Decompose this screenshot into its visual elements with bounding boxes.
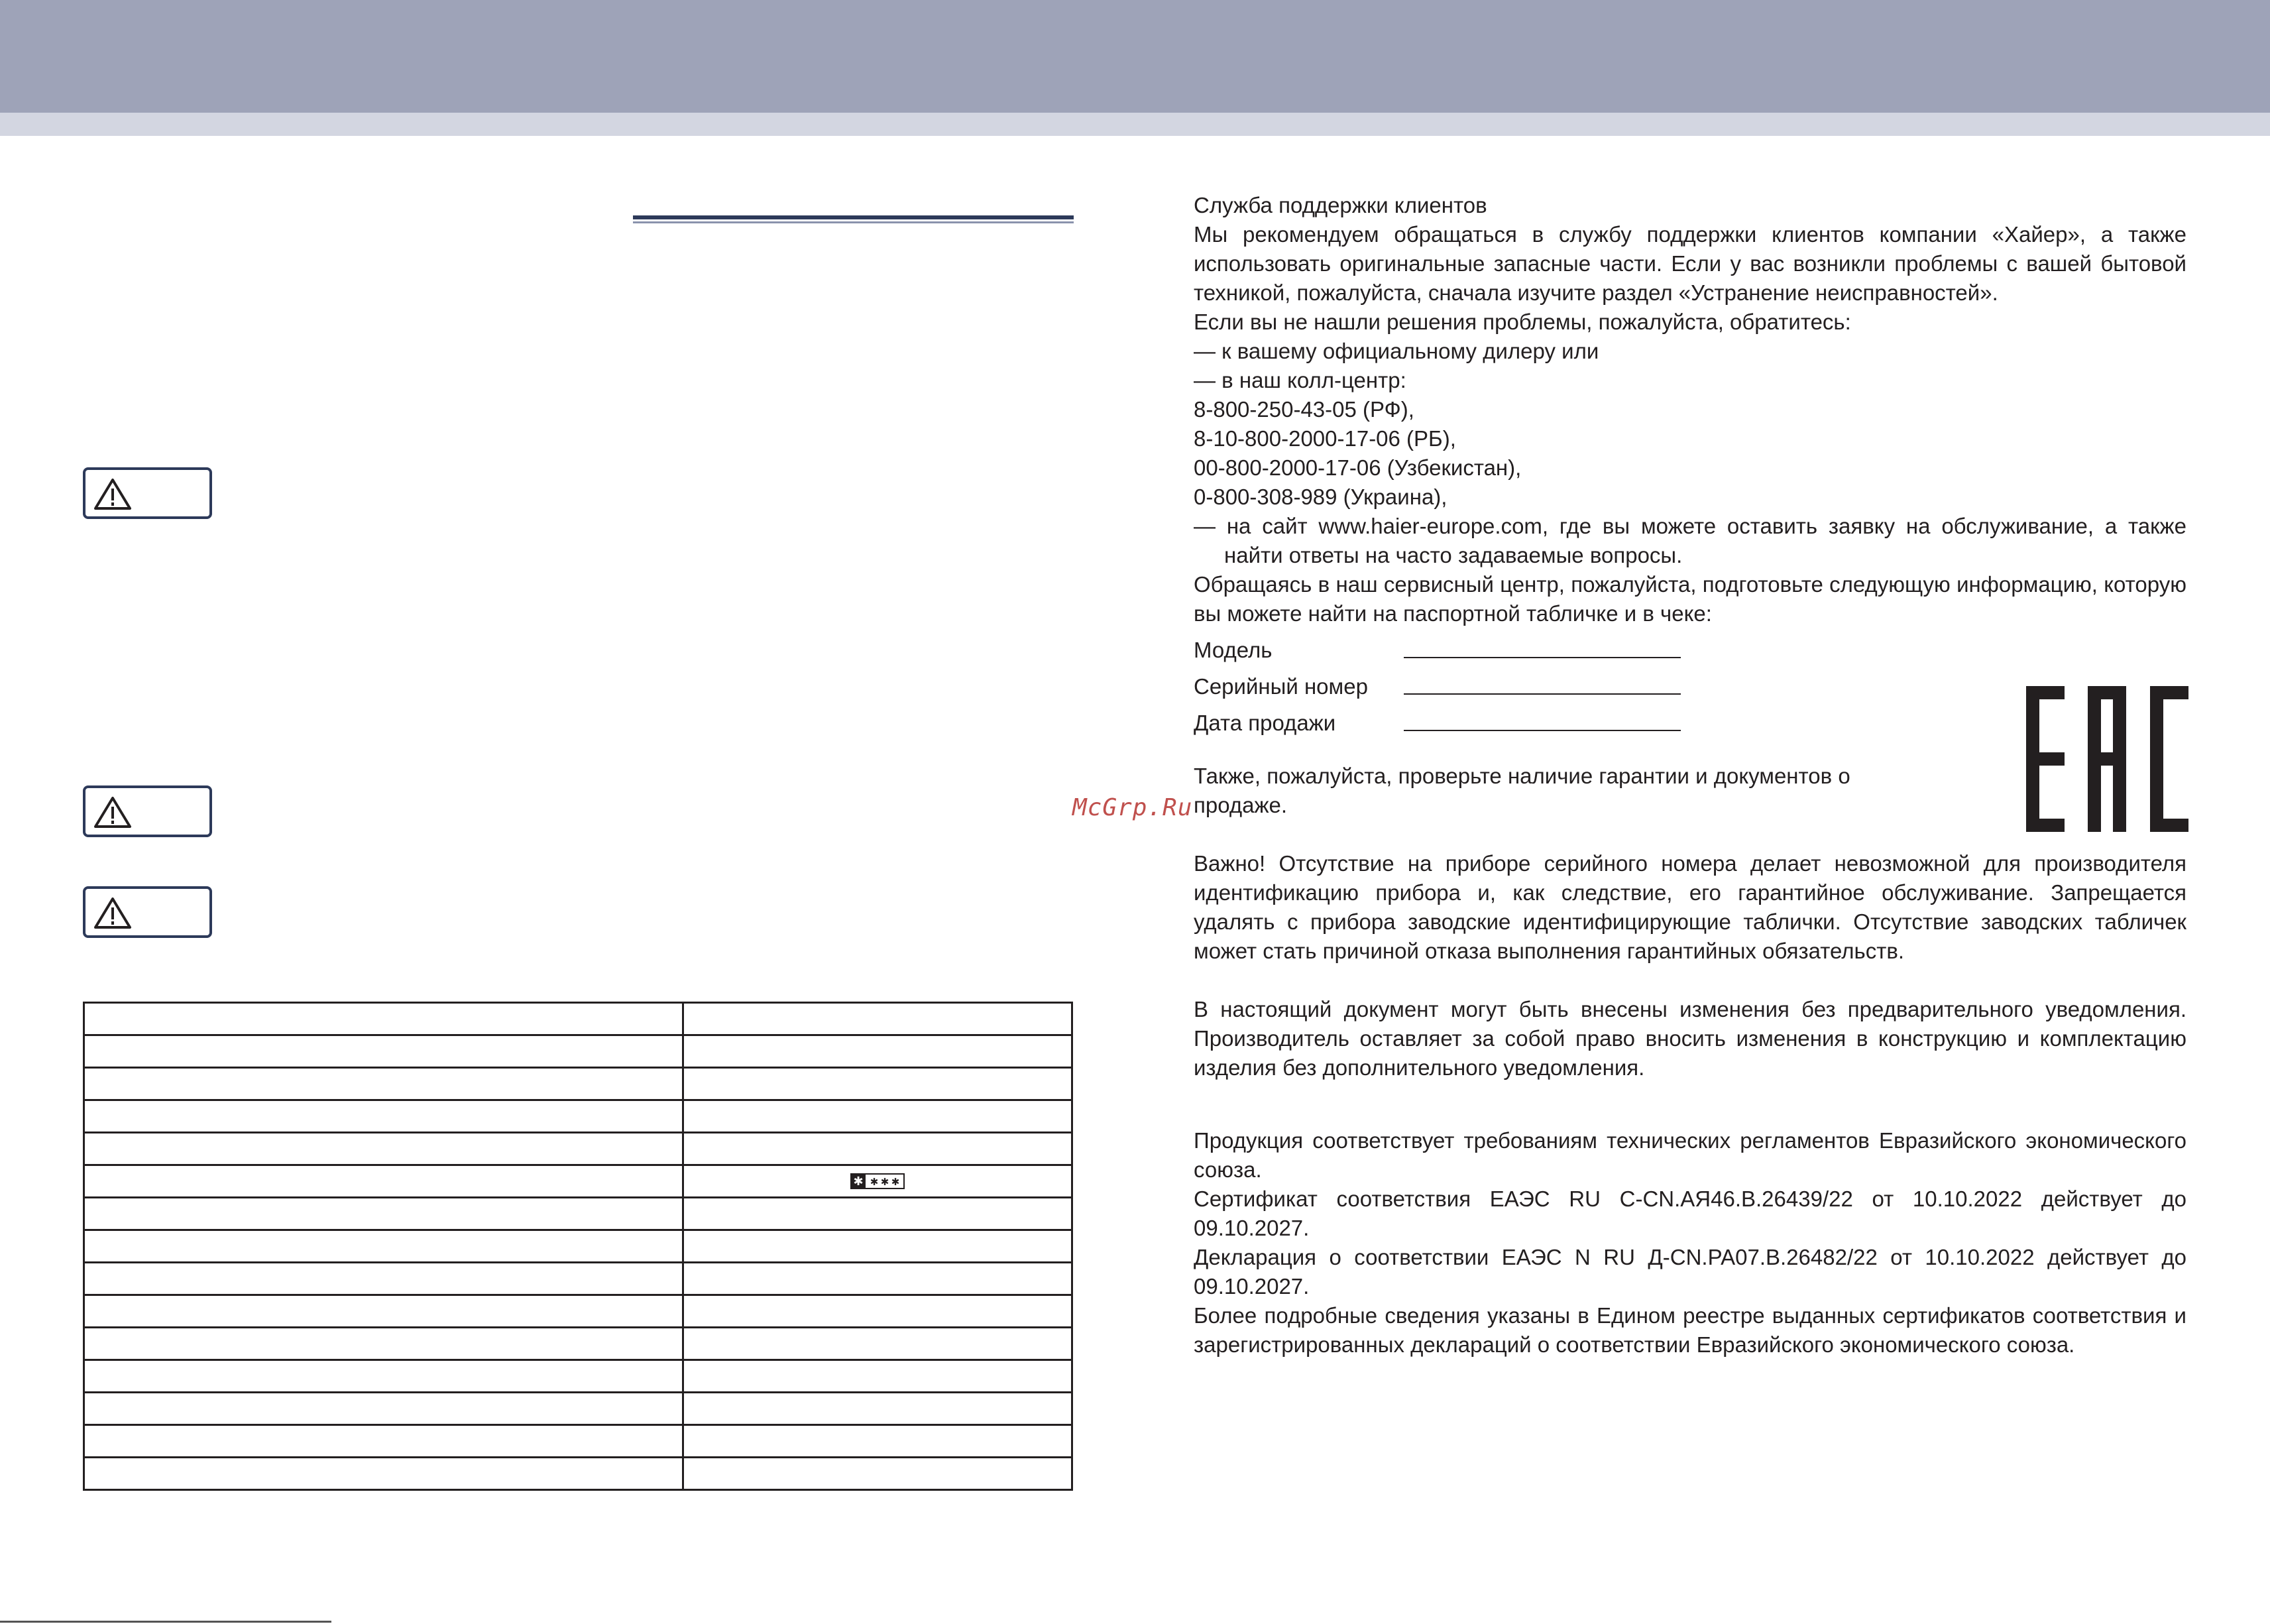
changes-notice: В настоящий документ могут быть внесены изменения без предварительного уведомления. Производитель оставляет за собой право вносить изменения в конструкцию и комплектацию изделия без дополнительного уведомления. <box>1194 997 2186 1080</box>
header-bar <box>0 0 2270 113</box>
warranty-check: Также, пожалуйста, проверьте наличие гарантии и документов о продаже. <box>1194 764 1850 817</box>
warning-label-2 <box>83 785 212 837</box>
table-row <box>84 1295 1072 1328</box>
table-row <box>84 1360 1072 1393</box>
watermark-text: McGrp.Ru <box>1072 794 1193 821</box>
svg-text:✱: ✱ <box>853 1175 864 1189</box>
warning-triangle-icon <box>93 795 132 829</box>
footer-rule <box>0 1621 331 1623</box>
table-row <box>84 1263 1072 1295</box>
warning-label-1 <box>83 467 212 519</box>
eac-mark-icon <box>2026 686 2188 832</box>
specification-table <box>83 1002 1073 1491</box>
model-label: Модель <box>1194 638 1273 662</box>
table-row <box>84 1393 1072 1425</box>
contact-intro: Если вы не нашли решения проблемы, пожалуйста, обратитесь: <box>1194 310 1851 334</box>
table-row <box>84 1198 1072 1230</box>
table-row <box>84 1133 1072 1165</box>
table-row <box>84 1100 1072 1133</box>
compliance-text: Продукция соответствует требованиям технических регламентов Евразийского экономического союза. <box>1194 1128 2186 1182</box>
table-row <box>84 1003 1072 1035</box>
svg-text:✱: ✱ <box>880 1176 889 1188</box>
table-row <box>84 1165 1072 1198</box>
certificate-text: Сертификат соответствия ЕАЭС RU C-CN.АЯ46.В.26439/22 от 10.10.2022 действует до 09.10.2027. <box>1194 1187 2186 1240</box>
prepare-info: Обращаясь в наш сервисный центр, пожалуйста, подготовьте следующую информацию, которую вы можете найти на паспортной табличке и в чеке: <box>1194 572 2186 626</box>
registry-text: Более подробные сведения указаны в Едином реестре выданных сертификатов соответствия и зарегистрированных деклараций о соответствии Евразийского экономического союза. <box>1194 1303 2186 1357</box>
svg-text:✱: ✱ <box>891 1176 900 1188</box>
warning-triangle-icon <box>93 477 132 510</box>
table-row <box>84 1068 1072 1100</box>
warning-label-3 <box>83 886 212 938</box>
table-row <box>84 1328 1072 1360</box>
model-field[interactable] <box>1404 657 1681 658</box>
sale-date-label: Дата продажи <box>1194 711 1336 735</box>
support-heading: Служба поддержки клиентов <box>1194 193 1487 217</box>
freezer-star-rating-icon <box>850 1173 905 1189</box>
sale-date-field[interactable] <box>1404 730 1681 731</box>
important-notice: Важно! Отсутствие на приборе серийного номера делает невозможной для производителя идентификацию прибора и, как следствие, его гарантийное обслуживание. Запрещается удалять с прибора заводские идентифицирующие таблички. Отсутствие заводских табличек может стать причиной отказа выполнения гарантийных обязательств. <box>1194 851 2186 963</box>
section-title-rule <box>633 215 1074 224</box>
phone-ua: 0-800-308-989 (Украина), <box>1194 485 1447 509</box>
table-row <box>84 1458 1072 1490</box>
table-row <box>84 1425 1072 1458</box>
table-row <box>84 1230 1072 1263</box>
phone-by: 8-10-800-2000-17-06 (РБ), <box>1194 426 1456 451</box>
dealer-option: — к вашему официальному дилеру или <box>1194 339 1599 363</box>
form-row-model <box>1194 628 2186 665</box>
warning-triangle-icon <box>93 896 132 929</box>
support-intro: Мы рекомендуем обращаться в службу поддержки клиентов компании «Хайер», а также использовать оригинальные запасные части. Если у вас возникли проблемы с вашей бытовой техникой, пожалуйста, сначала изучите раздел «Устранение неисправностей». <box>1194 222 2186 305</box>
table-row <box>84 1035 1072 1068</box>
phone-uz: 00-800-2000-17-06 (Узбекистан), <box>1194 455 1522 480</box>
declaration-text: Декларация о соответствии ЕАЭС N RU Д-CN.PA07.В.26482/22 от 10.10.2022 действует до 09.10.2027. <box>1194 1245 2186 1299</box>
serial-label: Серийный номер <box>1194 674 1368 699</box>
header-subbar <box>0 113 2270 136</box>
serial-field[interactable] <box>1404 693 1681 695</box>
callcenter-option: — в наш колл-центр: <box>1194 368 1406 392</box>
website-option: — на сайт www.haier-europe.com, где вы можете оставить заявку на обслуживание, а также найти ответы на часто задаваемые вопросы. <box>1194 514 2186 567</box>
svg-text:✱: ✱ <box>870 1176 879 1188</box>
phone-ru: 8-800-250-43-05 (РФ), <box>1194 397 1414 422</box>
